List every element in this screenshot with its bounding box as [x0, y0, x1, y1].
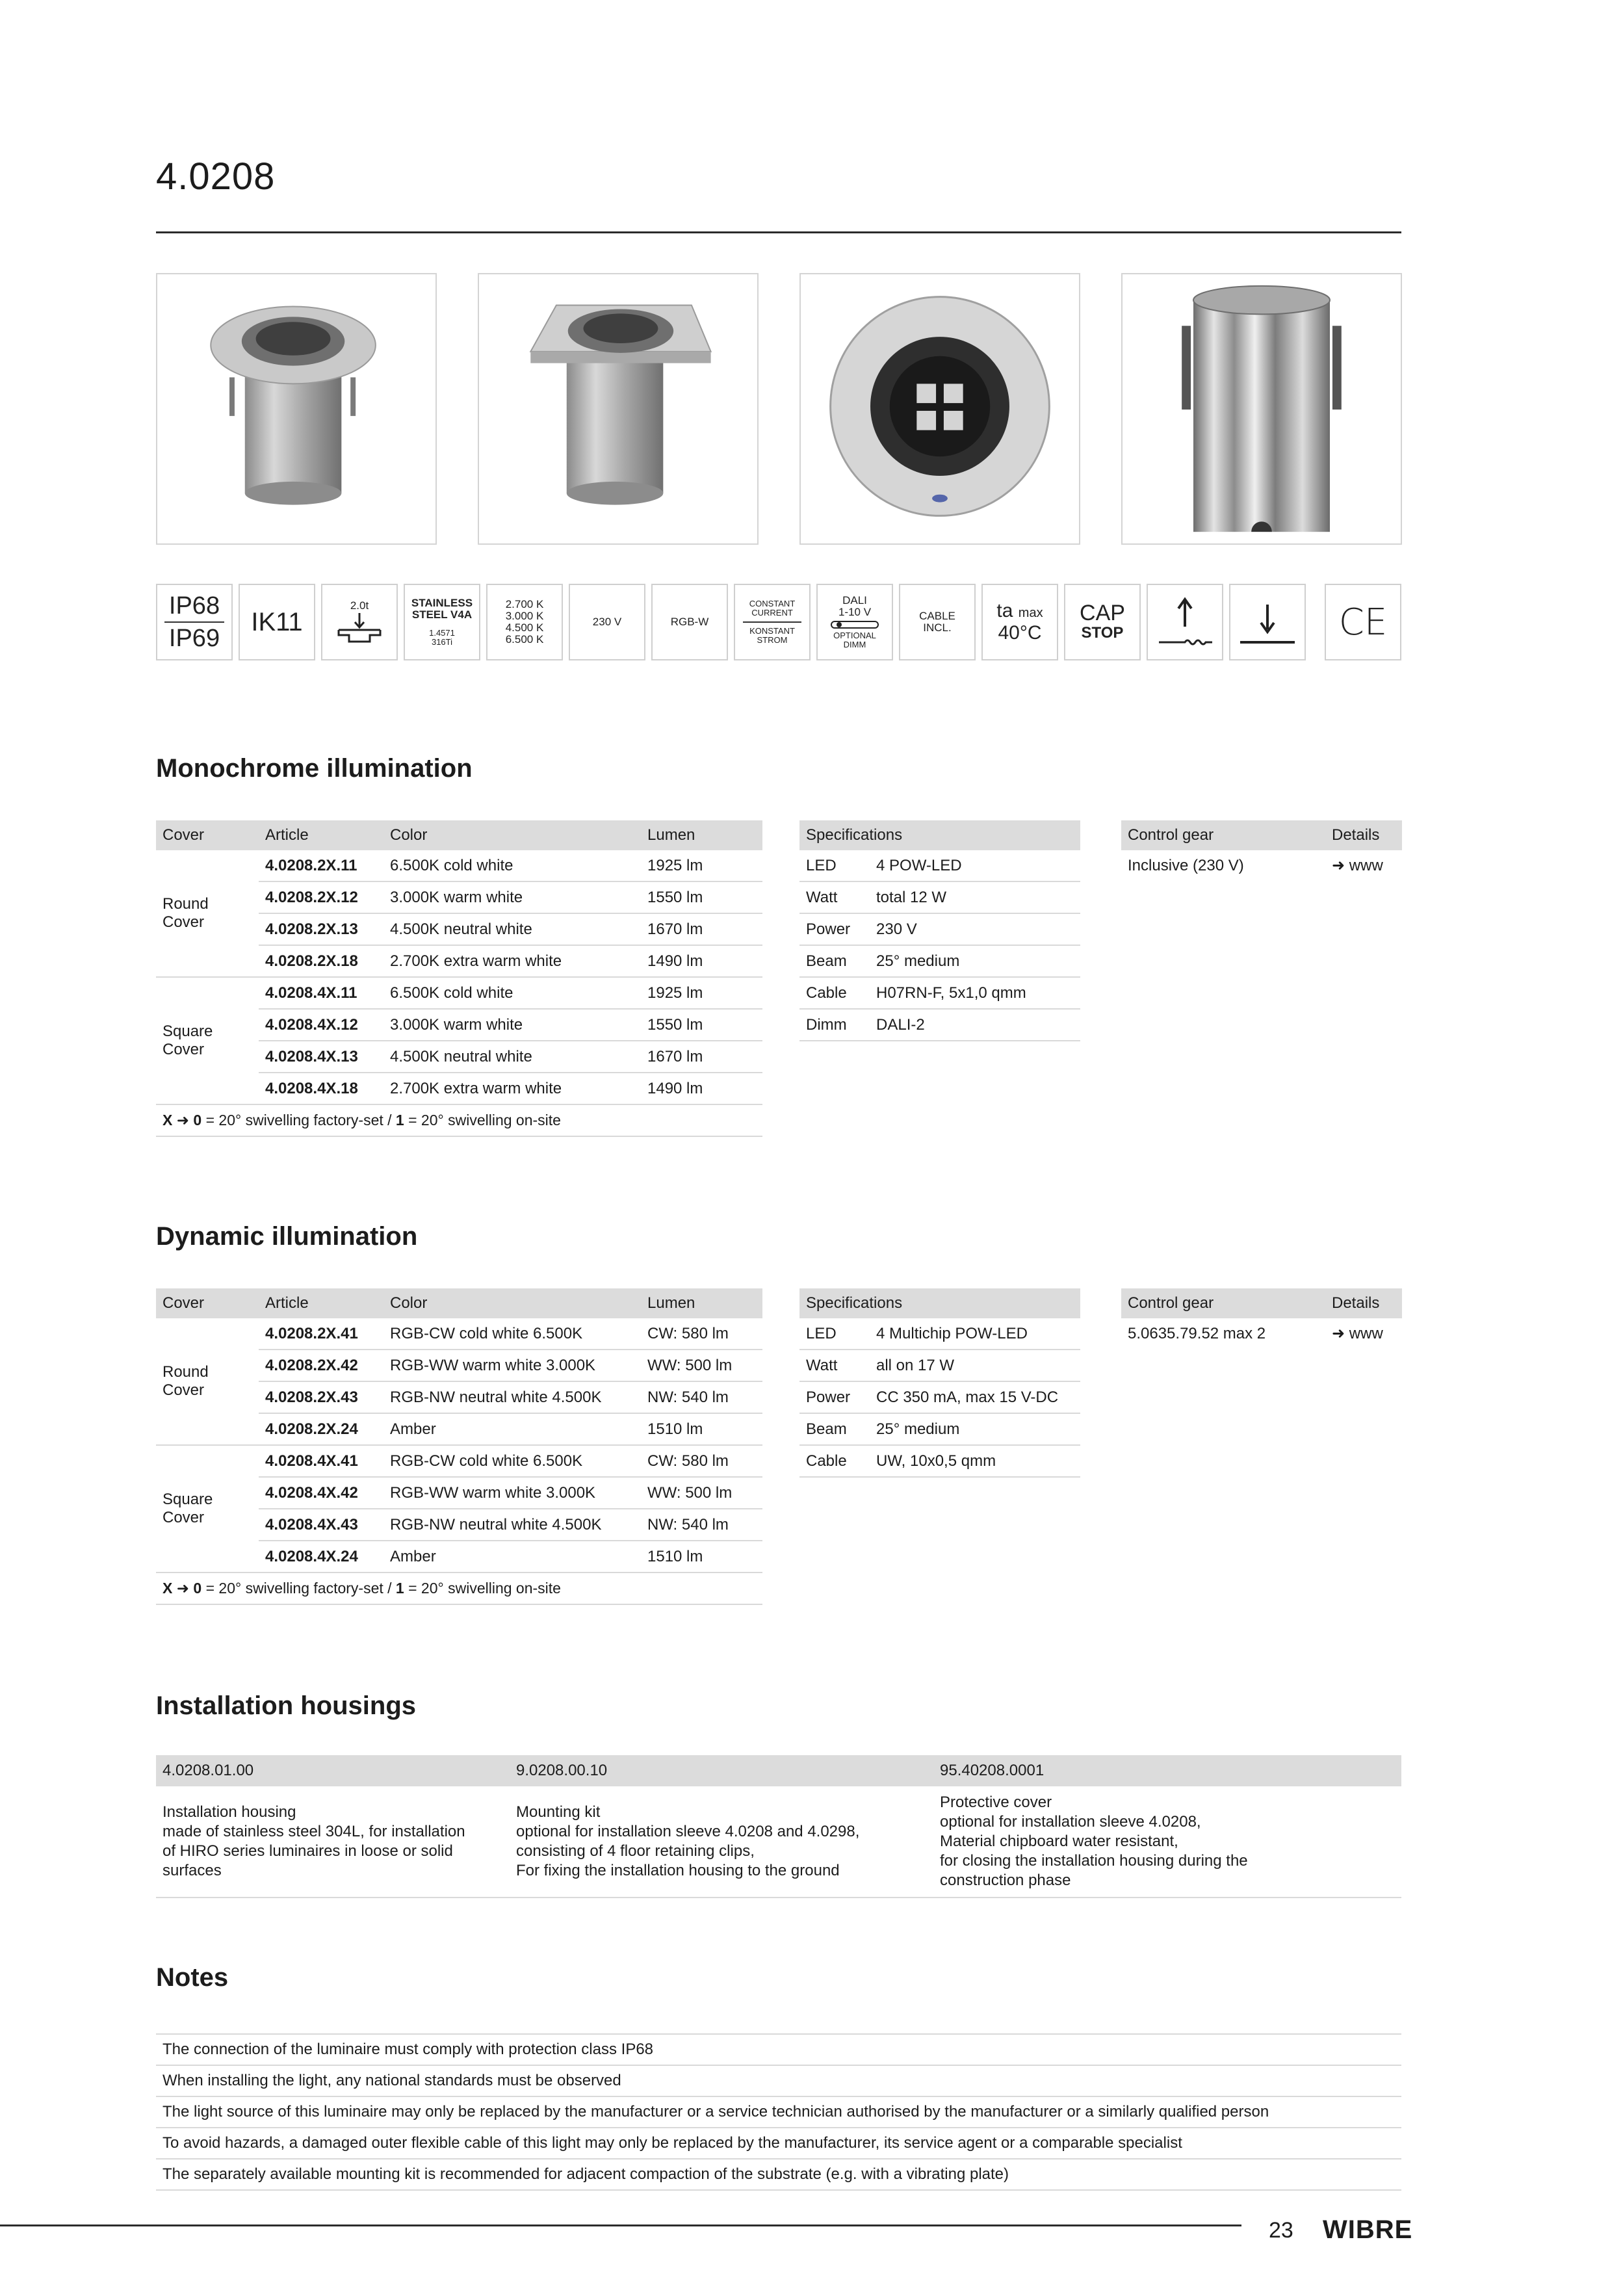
ce-mark-icon: CE [1325, 584, 1401, 660]
table-row: Round Cover 4.0208.2X.41 RGB-CW cold white 6.500K CW: 580 lm [156, 1318, 762, 1350]
table-row: 4.0208.4X.42 RGB-WW warm white 3.000K WW: 500 lm [156, 1477, 762, 1509]
cover-label: Round Cover [156, 850, 259, 977]
cover-label: Square Cover [156, 1445, 259, 1572]
cable-included-icon: CABLE INCL. [899, 584, 976, 660]
col-header: Color [383, 820, 641, 850]
ground-install-icon [1229, 584, 1306, 660]
table-row: 4.0208.4X.18 2.700K extra warm white 1490 lm [156, 1073, 762, 1104]
col-header: Control gear [1121, 1288, 1325, 1318]
housing-code: 4.0208.01.00 [156, 1755, 510, 1786]
section-heading-notes: Notes [156, 1963, 229, 1992]
table-row: Watt all on 17 W [799, 1350, 1080, 1381]
page-number: 23 [1269, 2218, 1293, 2243]
dali-dimming-icon: DALI 1-10 V OPTIONAL DIMM [816, 584, 893, 660]
section-heading-housings: Installation housings [156, 1691, 417, 1720]
table-row: 4.0208.2X.42 RGB-WW warm white 3.000K WW: 500 lm [156, 1350, 762, 1381]
table-row: 4.0208.2X.12 3.000K warm white 1550 lm [156, 881, 762, 913]
title-divider [156, 231, 1401, 233]
table-row: Power 230 V [799, 913, 1080, 945]
col-header: Article [259, 820, 383, 850]
table-row: 4.0208.2X.18 2.700K extra warm white 1490 lm [156, 945, 762, 977]
housing-description: Mounting kit optional for installation sleeve 4.0208 and 4.0298, consisting of 4 floor retaining clips, For fixing the installation housing to the ground [510, 1786, 933, 1898]
housing-code: 9.0208.00.10 [510, 1755, 933, 1786]
table-row: LED 4 POW-LED [799, 850, 1080, 881]
dyn-specs-table [799, 1288, 1080, 1478]
photo-round-cover [156, 273, 437, 545]
mono-articles-table [156, 820, 762, 1137]
table-row: 5.0635.79.52 max 2 ➜ www [1121, 1318, 1402, 1349]
col-header: Cover [156, 1288, 259, 1318]
note-row: To avoid hazards, a damaged outer flexible cable of this light may only be replaced by the manufacturer, its service agent or a comparable specialist [156, 2128, 1401, 2159]
constant-current-icon: CONSTANT CURRENT KONSTANT STROM [734, 584, 811, 660]
notes-table [156, 2033, 1401, 2191]
table-row: Power CC 350 mA, max 15 V-DC [799, 1381, 1080, 1413]
load-capacity-icon: 2.0t [321, 584, 398, 660]
table-row: 4.0208.4X.13 4.500K neutral white 1670 lm [156, 1041, 762, 1073]
photo-top-view [799, 273, 1080, 545]
voltage-icon: 230 V [569, 584, 645, 660]
col-header: Details [1325, 1288, 1402, 1318]
table-row: 4.0208.2X.24 Amber 1510 lm [156, 1413, 762, 1445]
photo-installation-housing [1121, 273, 1402, 545]
note-row: The separately available mounting kit is recommended for adjacent compaction of the substrate (e.g. with a vibrating plate) [156, 2159, 1401, 2190]
table-footnote: X ➜ 0 = 20° swivelling factory-set / 1 = 20° swivelling on-site [156, 1572, 762, 1604]
table-row: 4.0208.4X.24 Amber 1510 lm [156, 1541, 762, 1572]
housing-code: 95.40208.0001 [933, 1755, 1401, 1786]
dyn-control-gear-table [1121, 1288, 1402, 1349]
table-row: Square Cover 4.0208.4X.11 6.500K cold white 1925 lm [156, 977, 762, 1009]
col-header: Lumen [641, 820, 762, 850]
housing-description: Protective cover optional for installation sleeve 4.0208, Material chipboard water resistant, for closing the installation housing during the construction phase [933, 1786, 1401, 1898]
table-row [156, 1786, 1401, 1898]
note-row: The connection of the luminaire must comply with protection class IP68 [156, 2034, 1401, 2065]
note-row: The light source of this luminaire may only be replaced by the manufacturer or a service technician authorised by the manufacturer or a similarly qualified person [156, 2096, 1401, 2128]
photo-square-cover [478, 273, 759, 545]
details-link[interactable]: ➜ www [1332, 857, 1383, 874]
mono-specs-table [799, 820, 1080, 1041]
table-row: 4.0208.4X.12 3.000K warm white 1550 lm [156, 1009, 762, 1041]
footer-divider [0, 2224, 1241, 2226]
col-header: Specifications [799, 820, 1080, 850]
col-header: Cover [156, 820, 259, 850]
cover-label: Round Cover [156, 1318, 259, 1445]
color-temperature-icon: 2.700 K 3.000 K 4.500 K 6.500 K [486, 584, 563, 660]
rgbw-icon: RGB-W [651, 584, 728, 660]
mono-control-gear-table [1121, 820, 1402, 881]
col-header: Lumen [641, 1288, 762, 1318]
col-header: Specifications [799, 1288, 1080, 1318]
ambient-temperature-icon: ta max 40°C [981, 584, 1058, 660]
dyn-articles-table [156, 1288, 762, 1605]
table-row: Beam 25° medium [799, 1413, 1080, 1445]
col-header: Article [259, 1288, 383, 1318]
table-row: 4.0208.4X.43 RGB-NW neutral white 4.500K NW: 540 lm [156, 1509, 762, 1541]
brand-logo: WIBRE [1323, 2215, 1413, 2244]
water-pressure-icon [1147, 584, 1223, 660]
col-header: Details [1325, 820, 1402, 850]
details-link[interactable]: ➜ www [1332, 1325, 1383, 1342]
table-row: Beam 25° medium [799, 945, 1080, 977]
page-title: 4.0208 [156, 155, 276, 198]
cap-stop-icon: CAP STOP [1064, 584, 1141, 660]
housing-description: Installation housing made of stainless steel 304L, for installation of HIRO series luminaires in loose or solid surfaces [156, 1786, 510, 1898]
section-heading-dynamic: Dynamic illumination [156, 1222, 418, 1251]
ik-rating-icon: IK11 [239, 584, 315, 660]
housings-table [156, 1755, 1401, 1898]
table-row: Dimm DALI-2 [799, 1009, 1080, 1041]
table-row: LED 4 Multichip POW-LED [799, 1318, 1080, 1350]
table-row: Watt total 12 W [799, 881, 1080, 913]
note-row: When installing the light, any national standards must be observed [156, 2065, 1401, 2096]
ip-rating-icon: IP68 IP69 [156, 584, 233, 660]
table-row: Cable UW, 10x0,5 qmm [799, 1445, 1080, 1477]
table-footnote: X ➜ 0 = 20° swivelling factory-set / 1 = 20° swivelling on-site [156, 1104, 762, 1136]
table-row: Square Cover 4.0208.4X.41 RGB-CW cold white 6.500K CW: 580 lm [156, 1445, 762, 1477]
stainless-steel-icon: STAINLESS STEEL V4A 1.4571 316Ti [404, 584, 480, 660]
table-row: 4.0208.2X.13 4.500K neutral white 1670 lm [156, 913, 762, 945]
col-header: Color [383, 1288, 641, 1318]
table-row: Round Cover 4.0208.2X.11 6.500K cold white 1925 lm [156, 850, 762, 881]
table-row: Inclusive (230 V) ➜ www [1121, 850, 1402, 881]
section-heading-monochrome: Monochrome illumination [156, 754, 473, 783]
cover-label: Square Cover [156, 977, 259, 1104]
table-row: 4.0208.2X.43 RGB-NW neutral white 4.500K NW: 540 lm [156, 1381, 762, 1413]
col-header: Control gear [1121, 820, 1325, 850]
table-row: Cable H07RN-F, 5x1,0 qmm [799, 977, 1080, 1009]
